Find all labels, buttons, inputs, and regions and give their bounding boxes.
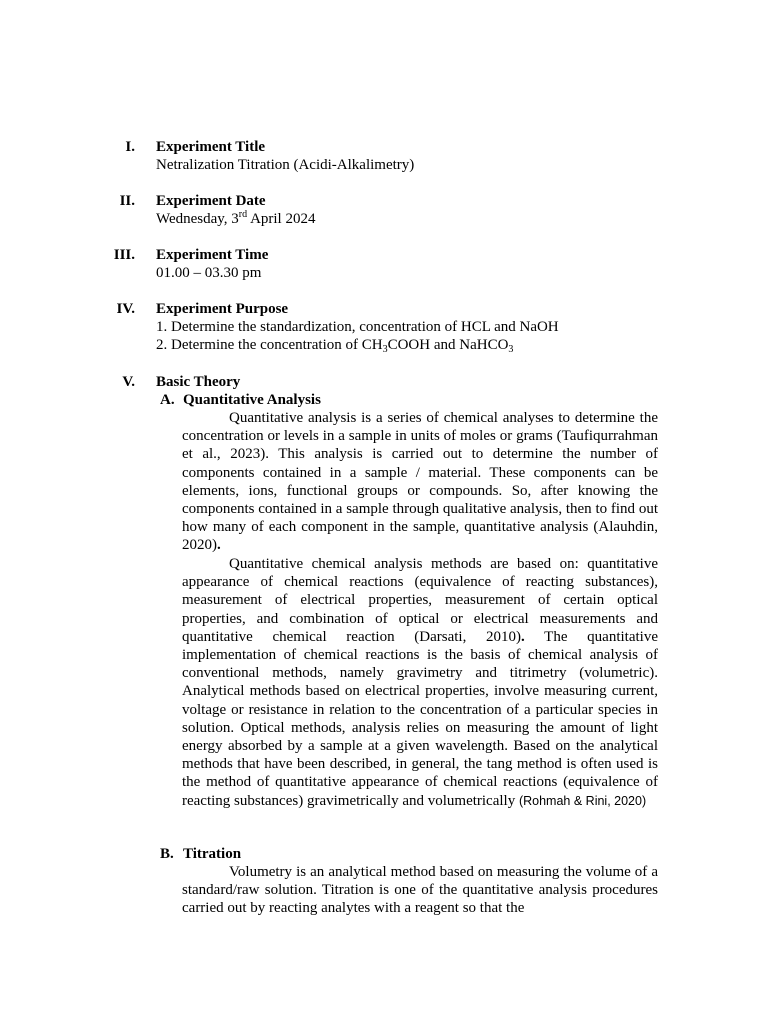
- section-numeral: V.: [122, 374, 135, 390]
- section-numeral: I.: [125, 139, 135, 155]
- paragraph-text: .: [217, 537, 221, 554]
- section-title: Experiment Date: [156, 193, 266, 209]
- subsection-letter: A.: [160, 392, 175, 408]
- purpose-item-text: COOH and NaHCO: [387, 337, 509, 353]
- subsection-title: Quantitative Analysis: [183, 392, 321, 408]
- purpose-item: 1. Determine the standardization, concentration of HCL and NaOH: [156, 319, 559, 335]
- section-numeral: III.: [113, 247, 135, 263]
- paragraph-text: .: [521, 628, 525, 645]
- paragraph: [182, 409, 658, 555]
- paragraph-text: Quantitative analysis is a series of chemical analyses to determine the concentration or levels in a sample in units of moles or grams (Taufiqurrahman et al., 2023). This analysis is carried out to determine the number of components contained in a sample / material. These components can be elements, ions, functional groups or compounds. So, after knowing the components contained in a sample through qualitative analysis, then to find out how many of each component in the sample, quantitative analysis (Alauhdin, 2020): [182, 410, 658, 554]
- subsection-letter: B.: [160, 846, 174, 862]
- experiment-time-text: 01.00 – 03.30 pm: [156, 265, 262, 281]
- section-title: Experiment Purpose: [156, 301, 289, 317]
- paragraph: [182, 555, 658, 810]
- section-numeral: II.: [119, 193, 135, 209]
- purpose-item-text: 2. Determine the concentration of CH: [156, 337, 383, 353]
- section-title: Experiment Title: [156, 139, 266, 155]
- paragraph-text: Volumetry is an analytical method based on measuring the volume of a standard/raw solution. Titration is one of the quantitative analysis procedures carried out by reacting analytes with a reagent so that the: [182, 864, 658, 917]
- date-prefix: Wednesday, 3: [156, 211, 239, 227]
- citation: (Rohmah & Rini, 2020): [518, 793, 647, 808]
- paragraph-text: The quantitative implementation of chemical reactions is the basis of chemical analysis of conventional methods, namely gravimetry and titrimetry (volumetric). Analytical methods based on electrical properties, involve measuring current, voltage or resistance in relation to the concentration of a particular species in solution. Optical methods, analysis relies on measuring the amount of light energy absorbed by a sample at a given wavelength. Based on the analytical methods that have been described, in general, the tang method is often used is the method of quantitative appearance of chemical reactions (equivalence of reacting substances) gravimetrically and volumetrically: [182, 628, 658, 809]
- paragraph: [182, 863, 658, 918]
- experiment-date-text: [156, 210, 315, 228]
- subsection-title: Titration: [183, 846, 242, 862]
- paragraph-text: Quantitative chemical analysis methods are based on: quantitative appearance of chemical reactions (equivalence of reacting substances), measurement of electrical properties, measurement of certain optical properties, and combination of optical or electrical measurements and quantitative chemical reaction (Darsati, 2010): [182, 556, 658, 645]
- subscript: 3: [508, 344, 514, 355]
- subscript: 3: [382, 344, 388, 355]
- purpose-item: [156, 336, 513, 354]
- experiment-title-text: Netralization Titration (Acidi-Alkalimetry): [156, 157, 415, 173]
- date-ordinal: rd: [238, 209, 248, 220]
- section-title: Basic Theory: [156, 374, 241, 390]
- section-title: Experiment Time: [156, 247, 269, 263]
- section-numeral: IV.: [116, 301, 135, 317]
- date-suffix: April 2024: [247, 211, 316, 227]
